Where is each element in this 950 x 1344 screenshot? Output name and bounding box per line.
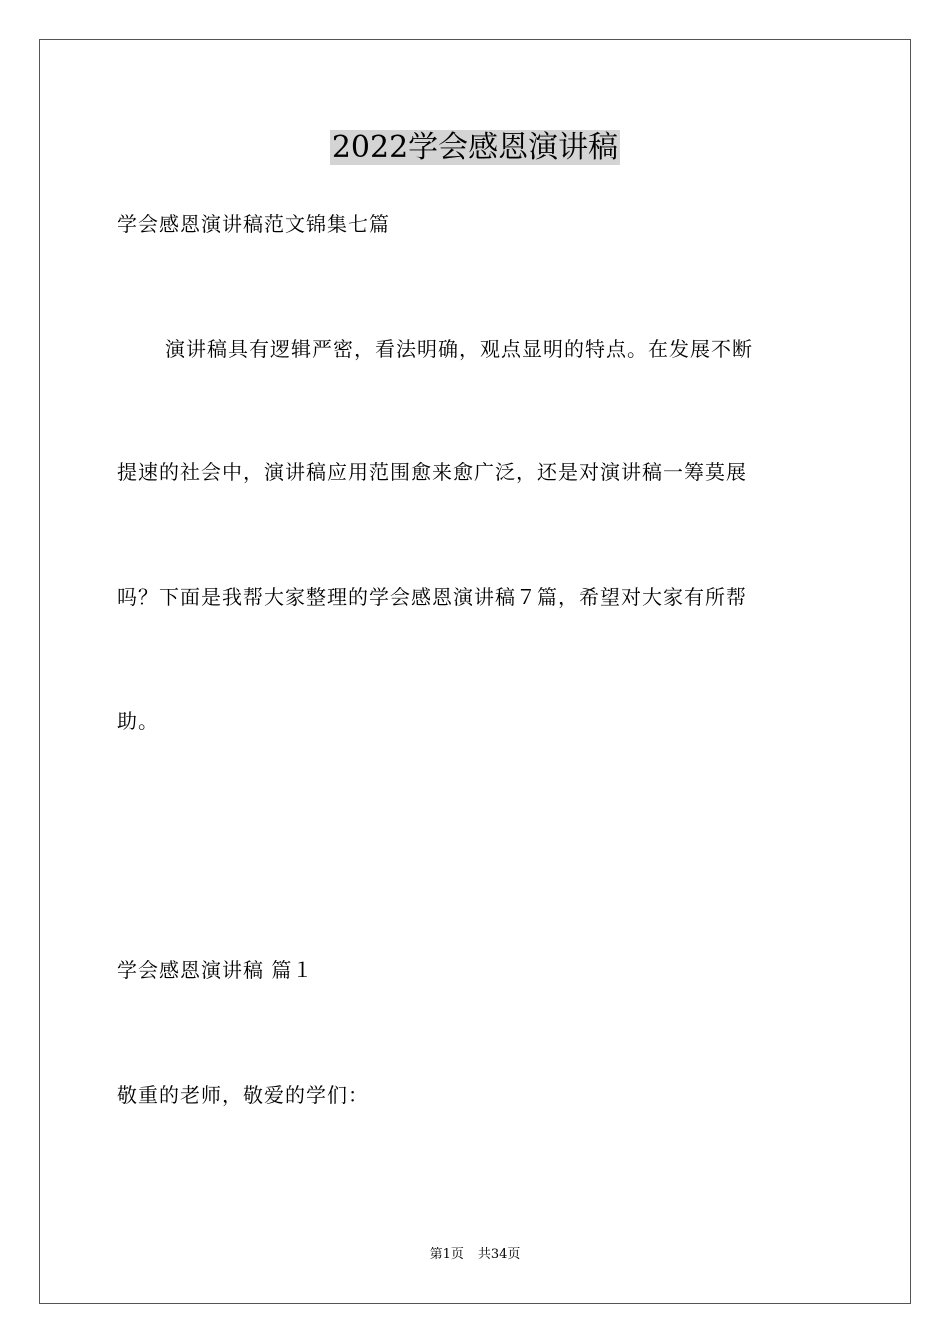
salutation: 敬重的老师，敬爱的学们： [117, 1083, 369, 1107]
section-heading: 学会感恩演讲稿 篇１ [117, 958, 314, 982]
intro-line-4: 助。 [117, 709, 159, 733]
document-title-text: 2022学会感恩演讲稿 [331, 130, 619, 165]
document-title [0, 128, 950, 168]
page-total: 共34页 [477, 1247, 521, 1262]
intro-line-1: 演讲稿具有逻辑严密，看法明确，观点显明的特点。在发展不断 [165, 337, 753, 361]
page-footer [0, 1245, 950, 1265]
intro-line-2: 提速的社会中，演讲稿应用范围愈来愈广泛，还是对演讲稿一筹莫展 [117, 460, 747, 484]
document-subtitle: 学会感恩演讲稿范文锦集七篇 [117, 212, 390, 236]
intro-line-3: 吗？下面是我帮大家整理的学会感恩演讲稿７篇，希望对大家有所帮 [117, 585, 747, 609]
page-number: 第1页 [429, 1247, 464, 1262]
